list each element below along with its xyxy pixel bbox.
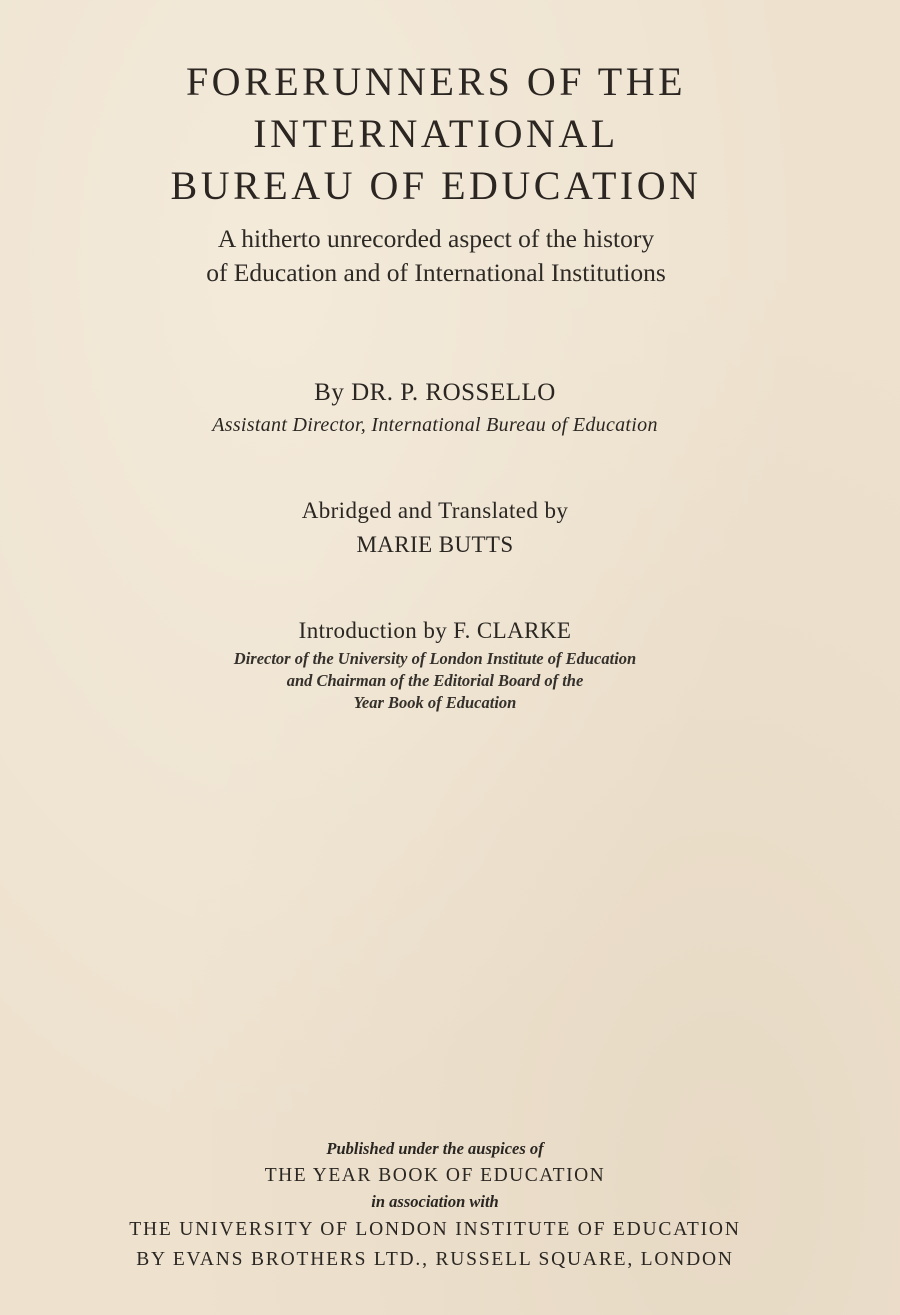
book-title xyxy=(0,56,886,212)
publisher-auspices: Published under the auspices of xyxy=(326,1139,544,1158)
translator-credit: Abridged and Translated by xyxy=(301,498,569,523)
publisher-association: in association with xyxy=(371,1192,499,1211)
introducer-role-line-1: Director of the University of London Institute of Education xyxy=(233,649,637,668)
publisher-yearbook: THE YEAR BOOK OF EDUCATION xyxy=(264,1165,606,1186)
subtitle-line-2: of Education and of International Institutions xyxy=(206,258,666,287)
author-block xyxy=(0,376,885,440)
introducer-role-line-2: and Chairman of the Editorial Board of the xyxy=(286,671,584,690)
title-line-2: INTERNATIONAL xyxy=(253,111,619,156)
title-line-3: BUREAU OF EDUCATION xyxy=(170,163,702,208)
title-line-1: FORERUNNERS OF THE xyxy=(185,59,687,104)
publisher-institute: THE UNIVERSITY OF LONDON INSTITUTE OF EDUCATION xyxy=(129,1219,741,1240)
introducer-role-line-3: Year Book of Education xyxy=(353,693,517,712)
introduction-block xyxy=(0,614,885,714)
publisher-imprint: BY EVANS BROTHERS LTD., RUSSELL SQUARE, LONDON xyxy=(136,1249,734,1270)
subtitle-line-1: A hitherto unrecorded aspect of the history xyxy=(217,224,655,253)
book-subtitle xyxy=(0,222,886,290)
translator-block xyxy=(0,494,885,562)
author-name: By DR. P. ROSSELLO xyxy=(314,379,556,406)
translator-name: MARIE BUTTS xyxy=(356,532,514,557)
author-role: Assistant Director, International Bureau of Education xyxy=(212,414,658,436)
introduction-credit: Introduction by F. CLARKE xyxy=(298,618,572,643)
publisher-block xyxy=(0,1136,885,1275)
